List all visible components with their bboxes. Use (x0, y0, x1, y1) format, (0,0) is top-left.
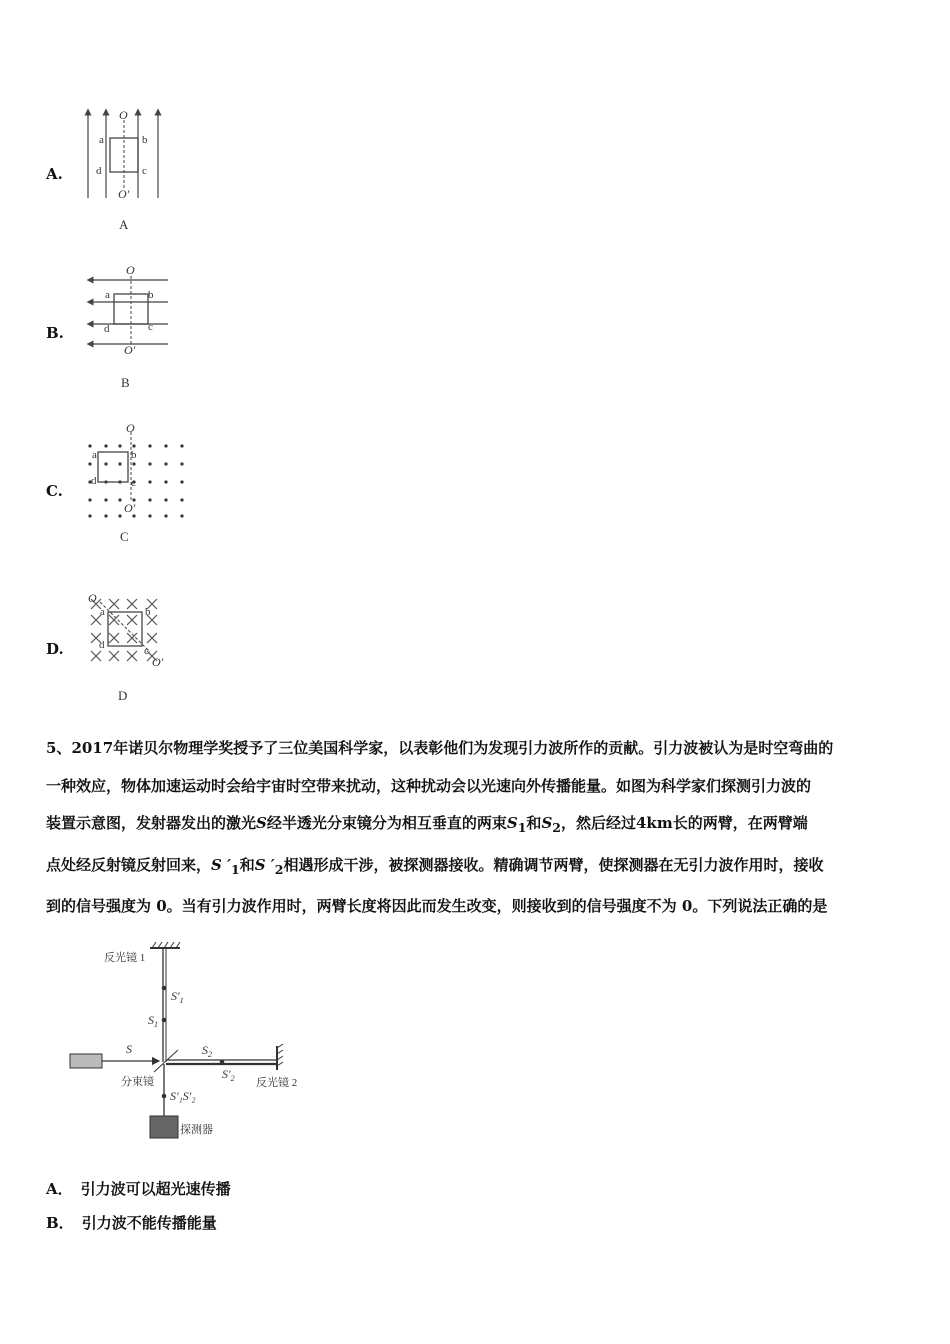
beam-marker (162, 1018, 167, 1023)
laser-emitter (70, 1054, 102, 1068)
field-dot (118, 514, 121, 517)
label-d: d (91, 475, 97, 487)
field-cross (91, 651, 101, 661)
field-dot (104, 498, 107, 501)
field-dot (180, 480, 183, 483)
figure-d (82, 586, 192, 711)
field-dot (88, 462, 91, 465)
label-c: c (142, 165, 147, 177)
figure-caption-a: A (119, 217, 129, 232)
choice-b-label: B． (46, 1214, 74, 1232)
option-letter-d[interactable]: D. (46, 640, 64, 658)
question-line-5: 到的信号强度为 0。当有引力波作用时，两臂长度将因此而发生改变，则接收到的信号强度不为 0。下列说法正确的是 (46, 897, 828, 916)
field-dot (132, 462, 135, 465)
field-cross (127, 651, 137, 661)
field-dot (104, 462, 107, 465)
question-line-4: 点处经反射镜反射回来，S $'_1$和S $'_2$相遇形成干涉，被探测器接收。精确调节两臂，使探测器在无引力波作用时，接收 (46, 855, 824, 877)
label-o: O (126, 263, 135, 277)
choice-a-label: A． (46, 1180, 73, 1198)
field-cross (147, 633, 157, 643)
field-dot (180, 514, 183, 517)
choice-b[interactable] (46, 1212, 217, 1233)
field-dot (118, 462, 121, 465)
figure-b (82, 264, 182, 394)
label-a: a (100, 606, 105, 618)
label-c: c (144, 645, 149, 657)
label-s2-prime: $S'_2$ (222, 1067, 235, 1083)
field-dot (118, 444, 121, 447)
field-dot (180, 498, 183, 501)
label-o: O (119, 108, 128, 122)
field-dot (164, 462, 167, 465)
label-o: O (126, 421, 135, 435)
field-cross (109, 633, 119, 643)
interferometer-diagram (66, 938, 326, 1148)
label-b: b (131, 449, 137, 461)
figure-caption-b: B (121, 375, 130, 390)
label-a: a (92, 449, 97, 461)
figure-c (82, 420, 192, 550)
detector-box (150, 1116, 178, 1138)
beam-marker (220, 1060, 225, 1065)
field-dot (148, 462, 151, 465)
beam-marker (162, 1094, 167, 1099)
label-o-prime: O′ (152, 655, 164, 669)
field-dot (88, 514, 91, 517)
field-dot (180, 444, 183, 447)
figure-caption-c: C (120, 529, 129, 544)
splitter-label: 分束镜 (121, 1076, 154, 1088)
label-c: c (148, 321, 153, 333)
figure-a (82, 106, 182, 236)
figure-caption-d: D (118, 688, 128, 703)
label-o-prime: O′ (124, 501, 136, 515)
label-s1-prime: $S'_1$ (171, 989, 184, 1005)
label-a: a (105, 289, 110, 301)
question-5 (46, 730, 908, 926)
option-letter-a[interactable]: A. (46, 165, 63, 183)
field-dot (88, 444, 91, 447)
label-b: b (145, 606, 151, 618)
label-c: c (131, 477, 136, 489)
coil-abcd (108, 612, 142, 646)
field-dot (180, 462, 183, 465)
field-dot (104, 514, 107, 517)
question-line-3: 装置示意图，发射器发出的激光S经半透光分束镜分为相互垂直的两束$S_1$和$S_2$，然后经过4km长的两臂，在两臂端 (46, 814, 808, 836)
coil-abcd (98, 452, 128, 482)
label-a: a (99, 134, 104, 146)
question-line-2: 一种效应，物体加速运动时会给宇宙时空带来扰动，这种扰动会以光速向外传播能量。如图为科学家们探测引力波的 (46, 776, 812, 795)
field-dot (148, 444, 151, 447)
label-d: d (99, 639, 105, 651)
label-s1p-s2p: S′₁S′₂ (170, 1089, 196, 1103)
label-d: d (96, 165, 102, 177)
choice-a-text: 引力波可以超光速传播 (80, 1180, 231, 1198)
mirror-1-label: 反光镜 1 (104, 952, 146, 964)
field-dot (164, 498, 167, 501)
field-cross (109, 651, 119, 661)
field-dot (148, 514, 151, 517)
field-dot (164, 480, 167, 483)
beam-marker (162, 986, 167, 991)
detector-label: 探测器 (180, 1124, 213, 1136)
choice-b-text: 引力波不能传播能量 (81, 1214, 217, 1232)
question-line-1: 5、2017年诺贝尔物理学奖授予了三位美国科学家，以表彰他们为发现引力波所作的贡献。引力波被认为是时空弯曲的 (46, 739, 834, 757)
field-dot (148, 480, 151, 483)
field-dot (88, 498, 91, 501)
label-s: S (126, 1042, 132, 1056)
field-dot (104, 444, 107, 447)
label-d: d (104, 323, 110, 335)
choice-a[interactable] (46, 1178, 231, 1199)
field-dot (164, 514, 167, 517)
label-o-prime: O′ (118, 187, 130, 201)
label-s1: $S_1$ (148, 1013, 158, 1029)
field-cross (127, 599, 137, 609)
label-b: b (148, 289, 154, 301)
field-dot (118, 498, 121, 501)
label-s2: $S_2$ (202, 1043, 212, 1059)
field-dot (148, 498, 151, 501)
mirror-2-label: 反光镜 2 (256, 1077, 298, 1089)
label-b: b (142, 134, 148, 146)
field-dot (164, 444, 167, 447)
label-o-prime: O′ (124, 343, 136, 357)
field-cross (127, 615, 137, 625)
field-cross (109, 599, 119, 609)
option-letter-c[interactable]: C. (46, 482, 63, 500)
field-dot (132, 444, 135, 447)
label-o: O (88, 591, 97, 605)
option-letter-b[interactable]: B. (46, 324, 64, 342)
